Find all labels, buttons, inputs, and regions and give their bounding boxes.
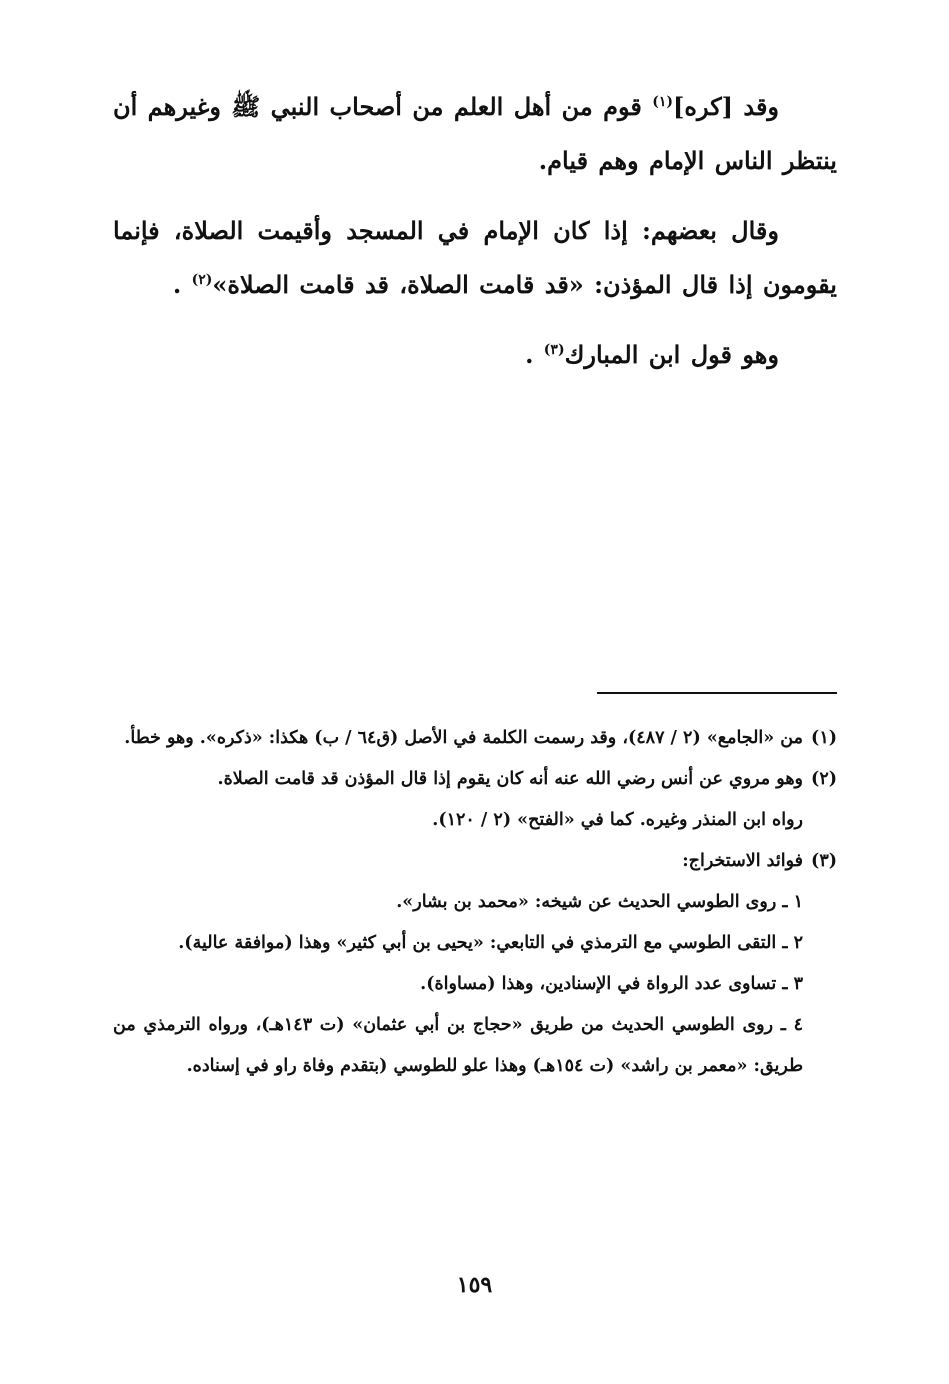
footnote-2-text: وهو مروي عن أنس رضي الله عنه أنه كان يقوم إذا قال المؤذن قد قامت الصلاة. — [217, 769, 803, 789]
footnote-2-number: (٢) — [811, 769, 837, 789]
footnote-ref-1[interactable]: (١) — [652, 94, 674, 110]
paragraph-3-text: وهو قول ابن المبارك — [564, 340, 779, 369]
paragraph-1-start: وقد [كره] — [673, 92, 780, 121]
footnote-separator — [597, 692, 837, 694]
footnote-ref-2[interactable]: (٢) — [191, 272, 213, 288]
page-number: ١٥٩ — [456, 1272, 493, 1298]
main-paragraph-1 — [113, 80, 837, 188]
main-paragraph-3 — [113, 328, 837, 382]
paragraph-2-end: . — [172, 270, 192, 299]
footnotes — [113, 718, 837, 1087]
footnote-3-number: (٣) — [811, 851, 837, 871]
paragraph-3-end: . — [525, 340, 544, 369]
footnote-1 — [113, 718, 837, 759]
footnote-3 — [113, 841, 837, 882]
footnote-1-text: من «الجامع» (٢ / ٤٨٧)، وقد رسمت الكلمة في الأصل (ق٦٤ / ب) هكذا: «ذكره». وهو خطأ. — [124, 728, 803, 748]
footnote-1-number: (١) — [811, 728, 837, 748]
footnote-2 — [113, 759, 837, 800]
footnote-3-item: ١ ـ روى الطوسي الحديث عن شيخه: «محمد بن بشار». — [396, 892, 803, 912]
paragraph-1-rest: قوم من أهل العلم من أصحاب النبي ﷺ وغيرهم أن ينتظر الناس الإمام وهم قيام. — [113, 92, 837, 175]
footnote-3-item: ٣ ـ تساوى عدد الرواة في الإسنادين، وهذا (مساواة). — [420, 974, 803, 994]
footnote-3-item: ٤ ـ روى الطوسي الحديث من طريق «حجاج بن أبي عثمان» (ت ١٤٣هـ)، ورواه الترمذي من طريق: «معمر بن راشد» (ت ١٥٤هـ) وهذا علو للطوسي (بتقدم وفاة راو في إسناده. — [113, 1015, 803, 1076]
main-paragraph-2 — [113, 204, 837, 312]
footnote-2-line-2: رواه ابن المنذر وغيره. كما في «الفتح» (٢ / ١٢٠). — [432, 810, 803, 830]
paragraph-2-text: وقال بعضهم: إذا كان الإمام في المسجد وأقيمت الصلاة، فإنما يقومون إذا قال المؤذن: «قد قامت الصلاة، قد قامت الصلاة» — [113, 216, 837, 299]
footnote-3-item: ٢ ـ التقى الطوسي مع الترمذي في التابعي: «يحيى بن أبي كثير» وهذا (موافقة عالية). — [178, 933, 803, 953]
footnote-ref-3[interactable]: (٣) — [543, 342, 565, 358]
main-text — [113, 80, 837, 382]
footnote-3-title: فوائد الاستخراج: — [682, 851, 803, 871]
